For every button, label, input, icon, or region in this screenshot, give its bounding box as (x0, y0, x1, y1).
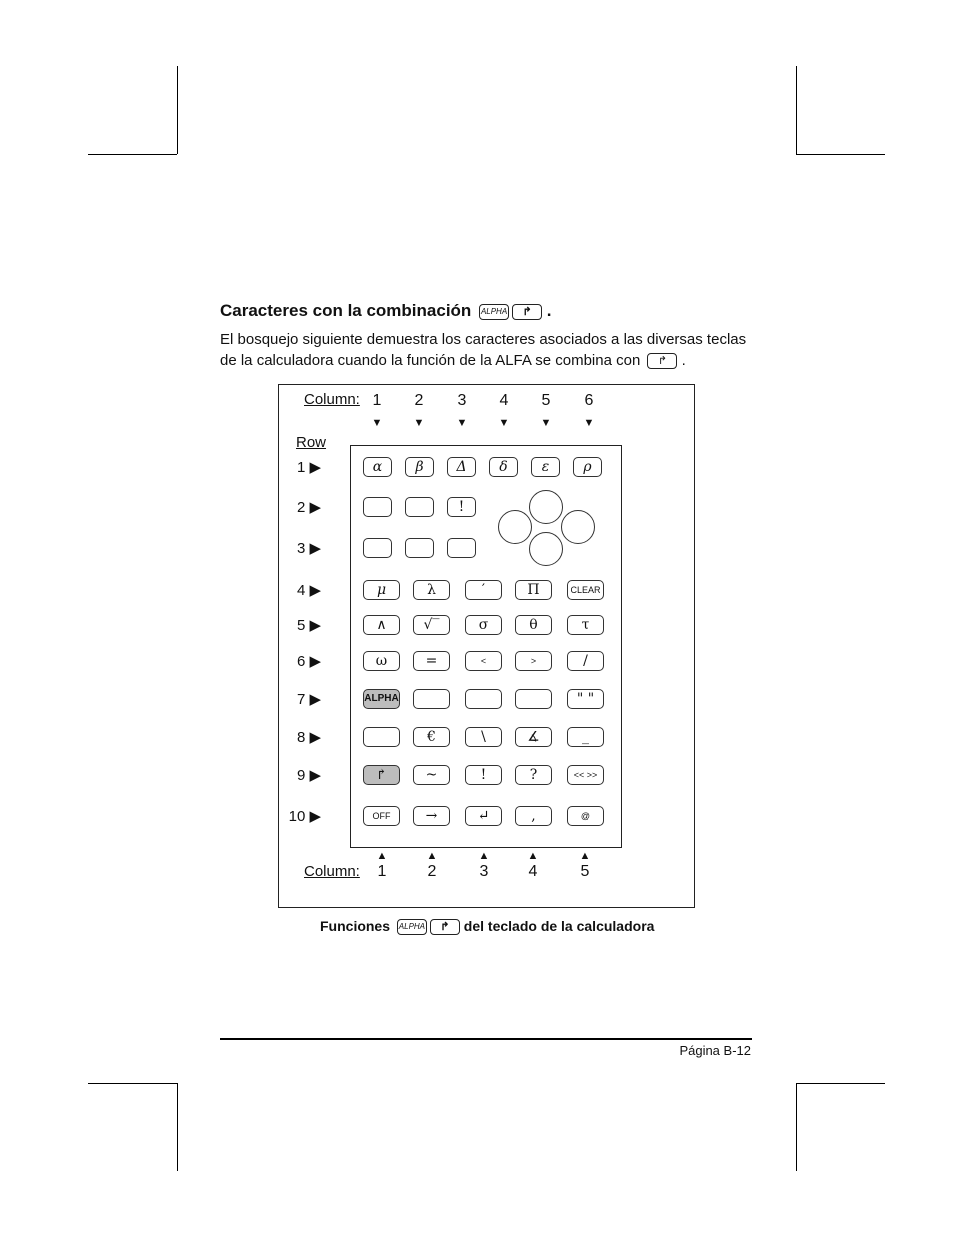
key-r1-6[interactable]: ρ (573, 457, 602, 477)
crop-mark (796, 66, 797, 154)
key-r4-4[interactable]: Π (515, 580, 552, 600)
key-r2-2[interactable] (405, 497, 434, 517)
key-r5-4[interactable]: θ (515, 615, 552, 635)
key-r8-4[interactable]: ∡ (515, 727, 552, 747)
caption-pre: Funciones (320, 918, 391, 934)
paragraph-period: . (681, 352, 686, 369)
figure-caption (320, 918, 654, 935)
right-shift-key-icon: ↱ (512, 304, 542, 320)
alpha-key-icon: ALPHA (397, 919, 427, 935)
up-triangle-icon: ▲ (426, 850, 438, 862)
alpha-key-icon: ALPHA (479, 304, 509, 320)
key-r9-4[interactable]: ? (515, 765, 552, 785)
column-number-top: 2 (414, 392, 424, 409)
crop-mark (796, 1083, 885, 1084)
key-r1-2[interactable]: β (405, 457, 434, 477)
crop-mark (177, 66, 178, 154)
row-number: 8 ▶ (296, 729, 321, 746)
row-number: 5 ▶ (296, 617, 321, 634)
column-number-bottom: 2 (427, 863, 437, 880)
key-r8-1[interactable] (363, 727, 400, 747)
key-r6-1[interactable]: ω (363, 651, 400, 671)
down-triangle-icon: ▼ (413, 417, 425, 429)
row-number: 3 ▶ (296, 540, 321, 557)
footer-rule (220, 1038, 752, 1040)
key-r7-2[interactable] (413, 689, 450, 709)
up-arrow-key[interactable] (529, 490, 563, 524)
column-label-top: Column: (304, 391, 360, 408)
column-number-bottom: 1 (377, 863, 387, 880)
paragraph-line-2 (220, 350, 780, 371)
key-r3-1[interactable] (363, 538, 392, 558)
crop-mark (88, 154, 177, 155)
right-arrow-key[interactable] (561, 510, 595, 544)
crop-mark (796, 154, 885, 155)
key-r10-3[interactable]: ↵ (465, 806, 502, 826)
page-number: Página B-12 (679, 1043, 751, 1058)
up-triangle-icon: ▲ (527, 850, 539, 862)
key-r8-5[interactable]: _ (567, 727, 604, 747)
key-r1-4[interactable]: δ (489, 457, 518, 477)
down-triangle-icon: ▼ (583, 417, 595, 429)
key-r8-2[interactable]: € (413, 727, 450, 747)
column-number-bottom: 3 (479, 863, 489, 880)
column-number-top: 4 (499, 392, 509, 409)
key-r6-4[interactable]: > (515, 651, 552, 671)
key-r4-1[interactable]: μ (363, 580, 400, 600)
key-r4-5[interactable]: CLEAR (567, 580, 604, 600)
column-number-bottom: 5 (580, 863, 590, 880)
key-r10-1[interactable]: OFF (363, 806, 400, 826)
key-r4-3[interactable]: ′ (465, 580, 502, 600)
row-number: 7 ▶ (296, 691, 321, 708)
right-shift-key-icon: ↱ (647, 353, 677, 369)
right-shift-key-icon: ↱ (430, 919, 460, 935)
column-number-top: 1 (372, 392, 382, 409)
column-label-bottom: Column: (304, 863, 360, 880)
key-r5-2[interactable]: √‾ (413, 615, 450, 635)
key-r6-3[interactable]: < (465, 651, 502, 671)
crop-mark (88, 1083, 177, 1084)
up-triangle-icon: ▲ (579, 850, 591, 862)
key-r5-3[interactable]: σ (465, 615, 502, 635)
paragraph-text: de la calculadora cuando la función de la ALFA se combina con (220, 352, 641, 369)
key-r2-3[interactable]: ! (447, 497, 476, 517)
key-r9-5[interactable]: << >> (567, 765, 604, 785)
row-number: 2 ▶ (296, 499, 321, 516)
column-number-top: 6 (584, 392, 594, 409)
heading-text: Caracteres con la combinación (220, 301, 472, 320)
column-number-top: 3 (457, 392, 467, 409)
key-r10-2[interactable]: → (413, 806, 450, 826)
row-number: 1 ▶ (296, 459, 321, 476)
key-r2-1[interactable] (363, 497, 392, 517)
key-r1-5[interactable]: ε (531, 457, 560, 477)
key-r7-3[interactable] (465, 689, 502, 709)
key-r1-3[interactable]: Δ (447, 457, 476, 477)
row-number: 10 ▶ (288, 808, 321, 825)
key-r5-1[interactable]: ∧ (363, 615, 400, 635)
key-r5-5[interactable]: τ (567, 615, 604, 635)
key-r6-5[interactable]: / (567, 651, 604, 671)
key-r1-1[interactable]: α (363, 457, 392, 477)
key-r3-2[interactable] (405, 538, 434, 558)
section-heading (220, 301, 552, 321)
key-r9-3[interactable]: ! (465, 765, 502, 785)
crop-mark (177, 1083, 178, 1171)
row-number: 4 ▶ (296, 582, 321, 599)
column-number-bottom: 4 (528, 863, 538, 880)
key-r8-3[interactable]: \ (465, 727, 502, 747)
key-r10-5[interactable]: @ (567, 806, 604, 826)
down-arrow-key[interactable] (529, 532, 563, 566)
key-r9-1[interactable]: ↱ (363, 765, 400, 785)
heading-period: . (546, 301, 552, 320)
down-triangle-icon: ▼ (498, 417, 510, 429)
paragraph-line-1: El bosquejo siguiente demuestra los caracteres asociados a las diversas teclas (220, 331, 747, 348)
key-r10-4[interactable]: , (515, 806, 552, 826)
down-triangle-icon: ▼ (540, 417, 552, 429)
up-triangle-icon: ▲ (478, 850, 490, 862)
key-r4-2[interactable]: λ (413, 580, 450, 600)
key-r9-2[interactable]: ~ (413, 765, 450, 785)
crop-mark (796, 1083, 797, 1171)
key-r7-4[interactable] (515, 689, 552, 709)
key-r7-1[interactable]: ALPHA (363, 689, 400, 709)
down-triangle-icon: ▼ (456, 417, 468, 429)
up-triangle-icon: ▲ (376, 850, 388, 862)
down-triangle-icon: ▼ (371, 417, 383, 429)
key-r7-5[interactable]: " " (567, 689, 604, 709)
column-number-top: 5 (541, 392, 551, 409)
row-number: 6 ▶ (296, 653, 321, 670)
key-r6-2[interactable]: = (413, 651, 450, 671)
key-r3-3[interactable] (447, 538, 476, 558)
left-arrow-key[interactable] (498, 510, 532, 544)
row-number: 9 ▶ (296, 767, 321, 784)
caption-post: del teclado de la calculadora (463, 918, 655, 934)
row-label: Row (296, 434, 327, 451)
